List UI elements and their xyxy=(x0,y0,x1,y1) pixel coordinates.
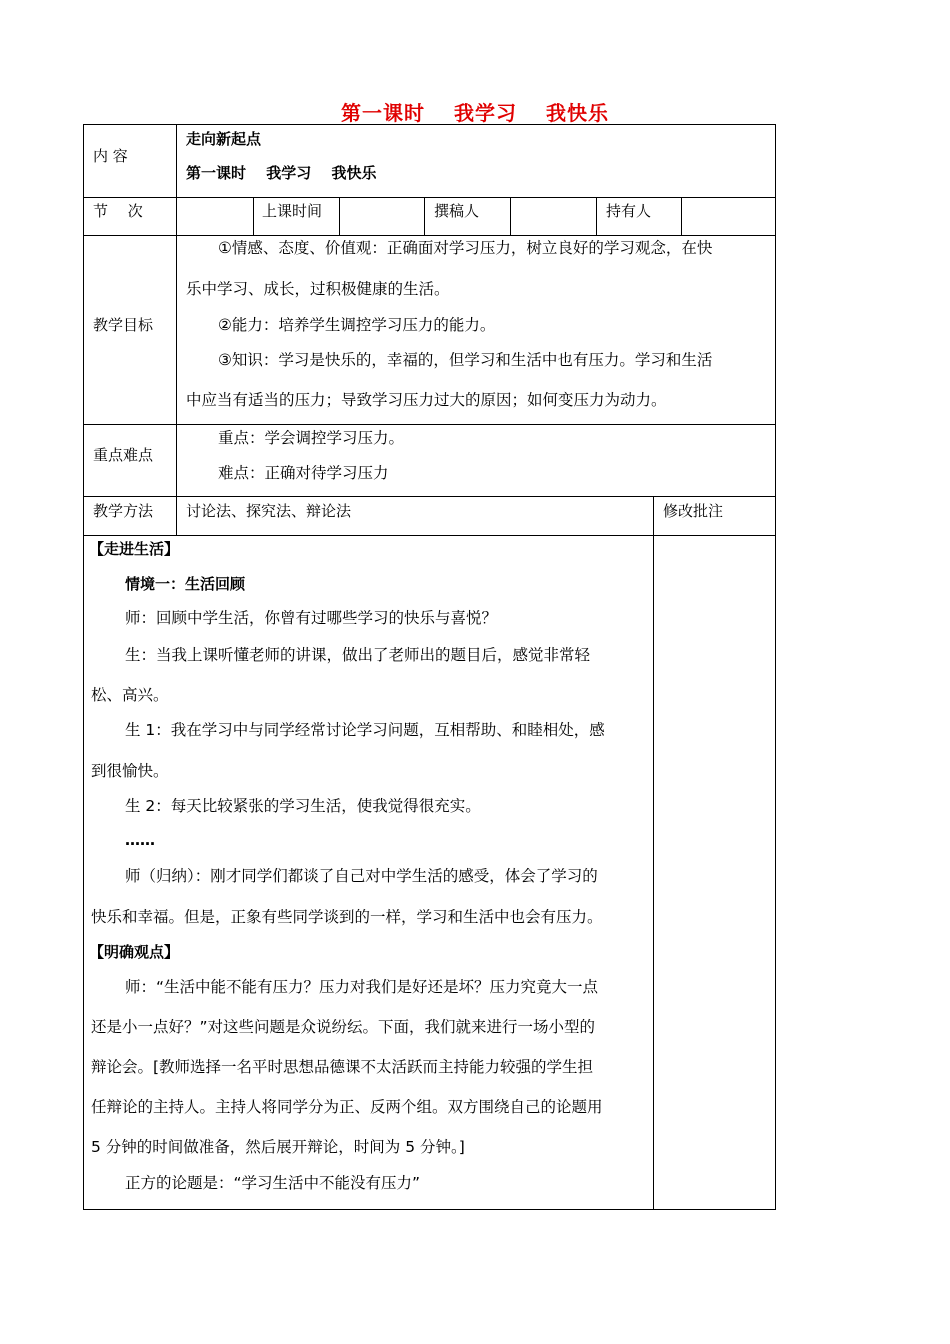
body-line: 任辩论的主持人。主持人将同学分为正、反两个组。双方围绕自己的论题用 xyxy=(91,1098,603,1116)
row-divider xyxy=(83,535,776,536)
difficulty-point: 难点：正确对待学习压力 xyxy=(218,464,389,482)
column-divider xyxy=(253,197,254,235)
body-line: 辩论会。[教师选择一名平时思想品德课不太活跃而主持能力较强的学生担 xyxy=(91,1058,594,1076)
goals-line: 中应当有适当的压力；导致学习压力过大的原因；如何变压力为动力。 xyxy=(186,391,667,409)
body-line: 松、高兴。 xyxy=(91,686,169,704)
method-label: 教学方法 xyxy=(93,502,154,520)
author-label: 撰稿人 xyxy=(434,202,480,220)
key-point: 重点：学会调控学习压力。 xyxy=(218,429,405,447)
class-time-label: 上课时间 xyxy=(262,202,323,220)
column-divider xyxy=(339,197,340,235)
method-value: 讨论法、探究法、辩论法 xyxy=(186,502,352,520)
column-divider xyxy=(510,197,511,235)
body-line: 生 2：每天比较紧张的学习生活，使我觉得很充实。 xyxy=(125,797,481,815)
goals-line: ③知识：学习是快乐的，幸福的，但学习和生活中也有压力。学习和生活 xyxy=(218,351,713,369)
content-line-2: 第一课时 我学习 我快乐 xyxy=(186,164,377,182)
notes-label: 修改批注 xyxy=(663,502,724,520)
body-line: 到很愉快。 xyxy=(91,762,169,780)
body-line: 5 分钟的时间做准备，然后展开辩论，时间为 5 分钟。] xyxy=(91,1138,465,1156)
column-divider xyxy=(681,197,682,235)
content-line-1: 走向新起点 xyxy=(186,130,262,148)
body-line: 还是小一点好？”对这些问题是众说纷纭。下面，我们就来进行一场小型的 xyxy=(91,1018,596,1036)
page-title: 第一课时 我学习 我快乐 xyxy=(341,101,609,125)
ellipsis: …… xyxy=(125,831,155,849)
row-divider xyxy=(83,235,776,236)
column-divider xyxy=(653,496,654,1210)
row-divider xyxy=(83,496,776,497)
body-line: 师：回顾中学生活，你曾有过哪些学习的快乐与喜悦？ xyxy=(125,609,498,627)
goals-label: 教学目标 xyxy=(93,316,154,334)
holder-label: 持有人 xyxy=(606,202,652,220)
body-line: 快乐和幸福。但是，正象有些同学谈到的一样，学习和生活中也会有压力。 xyxy=(91,908,603,926)
body-line: 生 1：我在学习中与同学经常讨论学习问题，互相帮助、和睦相处，感 xyxy=(125,721,605,739)
column-divider xyxy=(596,197,597,235)
body-line: 生：当我上课听懂老师的讲课，做出了老师出的题目后，感觉非常轻 xyxy=(125,646,591,664)
row-divider xyxy=(83,424,776,425)
subheading: 情境一：生活回顾 xyxy=(125,575,246,593)
column-divider xyxy=(176,124,177,535)
body-line: 师：“生活中能不能有压力？压力对我们是好还是坏？压力究竟大一点 xyxy=(125,978,599,996)
key-label: 重点难点 xyxy=(93,446,154,464)
column-divider xyxy=(424,197,425,235)
row-divider xyxy=(83,197,776,198)
goals-line: 乐中学习、成长，过积极健康的生活。 xyxy=(186,280,450,298)
section-heading: 【走进生活】 xyxy=(89,540,180,558)
section-label: 节 次 xyxy=(93,202,143,220)
section-heading: 【明确观点】 xyxy=(89,943,180,961)
goals-line: ①情感、态度、价值观：正确面对学习压力，树立良好的学习观念，在快 xyxy=(218,239,713,257)
body-line: 正方的论题是：“学习生活中不能没有压力” xyxy=(125,1174,421,1192)
body-line: 师（归纳）：刚才同学们都谈了自己对中学生活的感受，体会了学习的 xyxy=(125,867,598,885)
goals-line: ②能力：培养学生调控学习压力的能力。 xyxy=(218,316,496,334)
content-label: 内 容 xyxy=(93,147,128,165)
